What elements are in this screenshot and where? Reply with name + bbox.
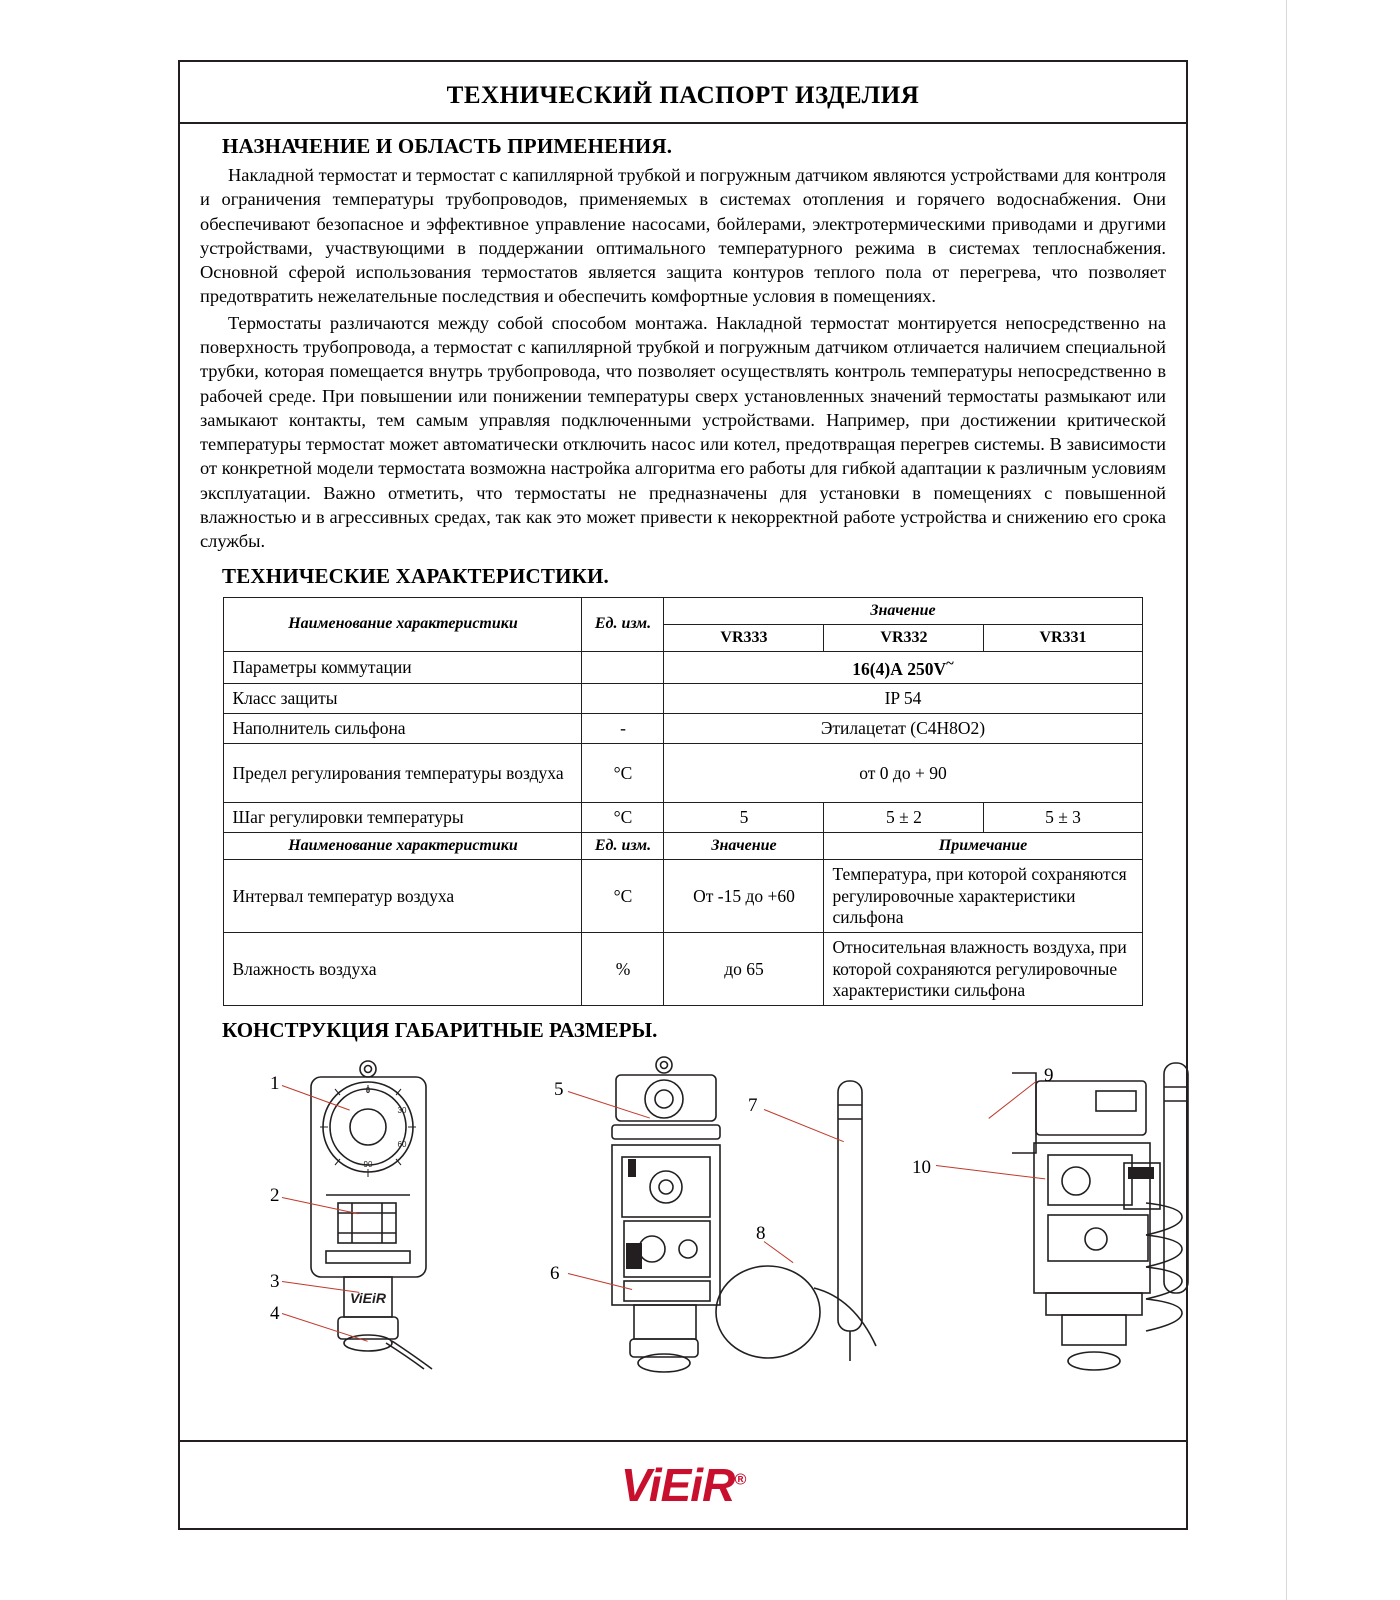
row-label-temp-step: Шаг регулировки температуры <box>224 803 582 833</box>
callout-6: 6 <box>550 1263 560 1285</box>
callout-2: 2 <box>270 1185 280 1207</box>
header-characteristic: Наименование характеристики <box>224 597 582 651</box>
header-value: Значение <box>664 597 1142 624</box>
brand-text: ViEiR <box>620 1459 735 1511</box>
registered-mark: ® <box>734 1471 746 1489</box>
header2-value: Значение <box>664 833 824 860</box>
row-value-switching: 16(4)А 250V~ <box>664 651 1142 684</box>
table-row <box>224 744 1142 803</box>
specifications-table <box>223 597 1142 1007</box>
table-row <box>224 860 1142 933</box>
page-title: ТЕХНИЧЕСКИЙ ПАСПОРТ ИЗДЕЛИЯ <box>180 62 1186 124</box>
callout-8: 8 <box>756 1223 766 1245</box>
table-row <box>224 651 1142 684</box>
header-model-vr332: VR332 <box>824 624 984 651</box>
row-unit-protection <box>582 684 664 714</box>
page-gutter <box>1286 0 1400 1600</box>
capillary-thermostat-open-drawing <box>976 1055 1216 1385</box>
callout-3: 3 <box>270 1271 280 1293</box>
callout-9: 9 <box>1044 1065 1054 1087</box>
paragraph-purpose-1: Накладной термостат и термостат с капиллярной трубкой и погружным датчиком являются устройствами для контроля и ограничения температуры трубопроводов, применяемых в системах отопления и горячего водоснабжения. Они обеспечивают безопасное и эффективное управление насосами, бойлерами, электротермическими приводами и другими устройствами, участвующими в поддержании оптимального температурного режима в системах теплоснабжения. Основной сферой использования термостатов является защита контуров теплого пола от перегрева, что позволяет предотвратить нежелательные последствия и обеспечить комфортные условия в помещениях. <box>200 165 1166 307</box>
product-diagram <box>196 1045 1170 1415</box>
row-label-temp-range: Предел регулирования температуры воздуха <box>224 744 582 803</box>
capillary-tube-coil <box>696 1240 896 1400</box>
table-row <box>224 933 1142 1006</box>
row-label-bellows-filler: Наполнитель сильфона <box>224 714 582 744</box>
svg-text:ViEiR: ViEiR <box>349 1290 387 1307</box>
callout-1: 1 <box>270 1073 280 1095</box>
document-content <box>180 134 1186 1415</box>
svg-text:30: 30 <box>397 1106 407 1116</box>
row-value-temp-step-vr331: 5 ± 3 <box>984 803 1142 833</box>
row-unit-temp-range: °C <box>582 744 664 803</box>
callout-7: 7 <box>748 1095 758 1117</box>
footer <box>180 1440 1186 1528</box>
surface-thermostat-drawing <box>266 1055 486 1375</box>
row-unit-humidity: % <box>582 933 664 1006</box>
header2-note: Примечание <box>824 833 1142 860</box>
callout-5: 5 <box>554 1079 564 1101</box>
callout-4: 4 <box>270 1303 280 1325</box>
header2-unit: Ед. изм. <box>582 833 664 860</box>
header-unit: Ед. изм. <box>582 597 664 651</box>
table-row <box>224 714 1142 744</box>
callout-10: 10 <box>912 1157 931 1179</box>
row-note-humidity: Относительная влажность воздуха, при которой сохраняются регулировочные характеристики сильфона <box>824 933 1142 1006</box>
ac-symbol: ~ <box>946 655 954 672</box>
header-model-vr331: VR331 <box>984 624 1142 651</box>
row-value-protection: IP 54 <box>664 684 1142 714</box>
section-heading-specs: ТЕХНИЧЕСКИЕ ХАРАКТЕРИСТИКИ. <box>222 563 610 588</box>
row-unit-temp-step: °C <box>582 803 664 833</box>
row-value-bellows-filler: Этилацетат (C4H8O2) <box>664 714 1142 744</box>
row-label-humidity: Влажность воздуха <box>224 933 582 1006</box>
brand-logo <box>621 1458 745 1512</box>
section-heading-purpose: НАЗНАЧЕНИЕ И ОБЛАСТЬ ПРИМЕНЕНИЯ. <box>222 134 673 158</box>
row-label-protection: Класс защиты <box>224 684 582 714</box>
section-heading-design: КОНСТРУКЦИЯ ГАБАРИТНЫЕ РАЗМЕРЫ. <box>222 1018 658 1043</box>
svg-text:90: 90 <box>363 1160 373 1170</box>
svg-text:0: 0 <box>365 1086 371 1096</box>
row-value-humidity: до 65 <box>664 933 824 1006</box>
table-row <box>224 803 1142 833</box>
row-unit-air-temp-interval: °C <box>582 860 664 933</box>
header-model-vr333: VR333 <box>664 624 824 651</box>
header2-characteristic: Наименование характеристики <box>224 833 582 860</box>
table-header-row <box>224 597 1142 624</box>
row-value-air-temp-interval: От -15 до +60 <box>664 860 824 933</box>
row-unit-bellows-filler: - <box>582 714 664 744</box>
row-value-temp-step-vr333: 5 <box>664 803 824 833</box>
row-label-air-temp-interval: Интервал температур воздуха <box>224 860 582 933</box>
table-header-row-2 <box>224 833 1142 860</box>
row-note-air-temp-interval: Температура, при которой сохраняются регулировочные характеристики сильфона <box>824 860 1142 933</box>
svg-text:60: 60 <box>397 1140 407 1150</box>
row-value-temp-step-vr332: 5 ± 2 <box>824 803 984 833</box>
passport-sheet <box>178 60 1188 1530</box>
table-row <box>224 684 1142 714</box>
row-unit-switching <box>582 651 664 684</box>
paragraph-purpose-2: Термостаты различаются между собой способом монтажа. Накладной термостат монтируется непосредственно на поверхность трубопровода, а термостат с капиллярной трубкой и погружным датчиком отличается наличием специальной трубки, которая помещается внутрь трубопровода, что позволяет осуществлять контроль температуры непосредственно в рабочей среде. При повышении или понижении температуры сверх установленных значений термостаты размыкают или замыкают контакты, тем самым управляя подключенными устройствами. Например, при достижении критической температуры термостат может автоматически отключить насос или котел, предотвращая перегрев системы. В зависимости от конкретной модели термостата возможна настройка алгоритма его работы для гибкой адаптации к различным условиям эксплуатации. Важно отметить, что термостаты не предназначены для установки в помещениях с повышенной влажностью и в агрессивных средах, так как это может привести к некорректной работе устройства и снижению его срока службы. <box>200 312 1166 552</box>
row-value-temp-range: от 0 до + 90 <box>664 744 1142 803</box>
row-label-switching: Параметры коммутации <box>224 651 582 684</box>
